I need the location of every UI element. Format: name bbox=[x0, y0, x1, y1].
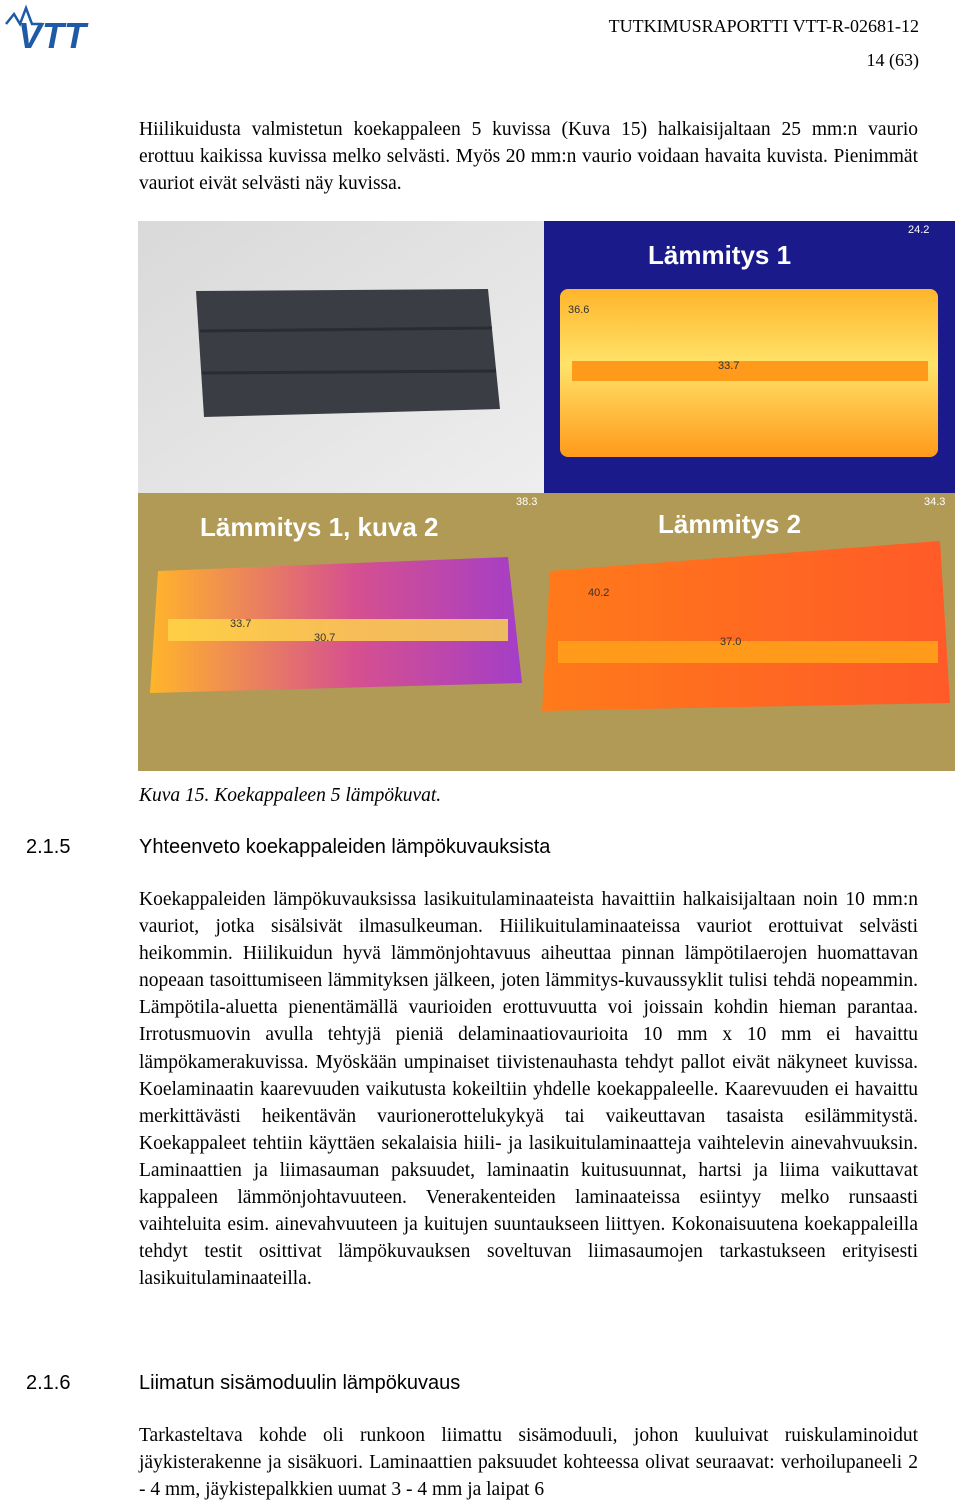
panel-title: Lämmitys 1, kuva 2 bbox=[200, 512, 439, 542]
intro-paragraph: Hiilikuidusta valmistetun koekappaleen 5 kuvissa (Kuva 15) halkaisijaltaan 25 mm:n vaurio erottuu kaikissa kuvissa melko selvästi. Myös 20 mm:n vaurio voidaan havaita kuvista. Pienimmät vauriot eivät selvästi näy kuvissa. bbox=[139, 119, 918, 195]
photo-panel bbox=[138, 221, 544, 493]
ir-panel-lammitys-2 bbox=[542, 493, 955, 771]
vtt-logo bbox=[4, 2, 154, 52]
page-number: 14 (63) bbox=[866, 50, 919, 70]
logo-text: VTT bbox=[18, 15, 86, 52]
panel-title: Lämmitys 2 bbox=[658, 509, 802, 539]
spot-temp-1: 33.7 bbox=[230, 618, 252, 630]
ir-panel-lammitys-1-kuva-2 bbox=[138, 493, 544, 771]
max-temp-label: 34.3 bbox=[924, 496, 946, 508]
panel-title: Lämmitys 1 bbox=[648, 240, 792, 270]
section-heading-2-1-5 bbox=[26, 836, 550, 859]
report-id: TUTKIMUSRAPORTTI VTT-R-02681-12 bbox=[608, 16, 919, 36]
section-title: Liimatun sisämoduulin lämpökuvaus bbox=[139, 1372, 461, 1394]
spot-temp-1: 40.2 bbox=[588, 587, 610, 599]
ir-panel-lammitys-1 bbox=[544, 221, 955, 493]
section-number: 2.1.6 bbox=[26, 1372, 71, 1394]
section-number: 2.1.5 bbox=[26, 836, 71, 858]
section-body-2-1-5: Koekappaleiden lämpökuvauksissa lasikuitulaminaateista havaittiin halkaisijaltaan noin 10 mm:n vauriot, jotka sisälsivät ilmasulkeuman. Hiilikuitulaminaateissa vauriot erottuivat selvästi heikommin. Hiilikuidun hyvä lämmönjohtavuus aiheuttaa pinnan lämpötilaerojen huomattavan nopeaan tasoittumiseen lämmityksen jälkeen, joten lämmitys-kuvaussyklit tulisi tehdä nopeammin. Lämpötila-aluetta pienentämällä vaurioiden erottuvuutta voi joissain kohdin hieman parantaa. Irrotusmuovin avulla tehtyjä pieniä delaminaatiovaurioita 10 mm x 10 mm ei havaittu lämpökamerakuvissa. Myöskään umpinaiset tiivistenauhasta tehdyt pallot eivät näkyneet kuvissa. Koelaminaatin kaarevuuden vaikutusta kokeiltiin yhdelle koekappaleelle. Kaarevuuden ei havaittu merkittävästi heikentävän vaurionerottelukykyä tai vaikeuttavan tasaista esilämmitystä. Koekappaleet tehtiin käyttäen sekalaisia hiili- ja lasikuitulaminaatteja vaihtelevin ainevahvuuksin. Laminaattien ja liimasauman paksuudet, laminaatin kuitusuunnat, hartsi ja liima vaikuttavat kappaleen lämmönjohtavuuteen. Venerakenteiden laminaateissa esiintyy melko runsaasti vaihteluita esim. ainevahvuuteen ja kuitujen suuntaukseen liittyen. Kokonaisuutena koekappaleilla tehdyt testit osittivat lämpökuvauksen soveltuvan liimasaumojen tarkastukseen erityisesti lasikuitulaminaateilla. bbox=[139, 889, 918, 1290]
max-temp-label: 24.2 bbox=[908, 224, 930, 236]
page-header bbox=[609, 9, 919, 77]
figure-caption: Kuva 15. Koekappaleen 5 lämpökuvat. bbox=[139, 785, 442, 806]
thermal-figure bbox=[138, 221, 955, 771]
section-body-2-1-6: Tarkasteltava kohde oli runkoon liimattu sisämoduuli, johon kuuluivat ruiskulaminoidut jäykisterakenne ja sisäkuori. Laminaattien paksuudet kohteessa olivat seuraavat: verhoilupaneeli 2 - 4 mm, jäykistepalkkien uumat 3 - 4 mm ja laipat 6 bbox=[139, 1425, 918, 1501]
spot-temp-2: 37.0 bbox=[720, 636, 742, 648]
spot-temp-2: 30.7 bbox=[314, 632, 336, 644]
max-temp-label: 38.3 bbox=[516, 496, 538, 508]
spot-temp-2: 33.7 bbox=[718, 360, 740, 372]
section-heading-2-1-6 bbox=[26, 1372, 460, 1395]
spot-temp-1: 36.6 bbox=[568, 304, 590, 316]
section-title: Yhteenveto koekappaleiden lämpökuvauksista bbox=[139, 836, 551, 858]
